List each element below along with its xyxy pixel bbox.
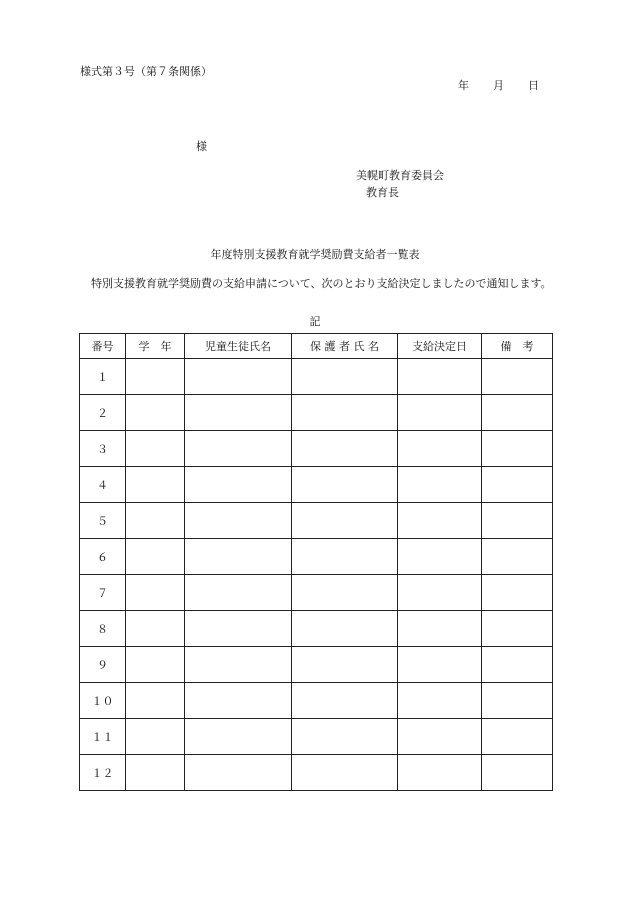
guardian-name-cell xyxy=(292,467,398,503)
remarks-cell xyxy=(482,539,553,575)
decision-date-cell xyxy=(398,755,482,791)
row-number: ９ xyxy=(80,647,126,683)
decision-date-cell xyxy=(398,575,482,611)
issuer-title: 教育長 xyxy=(366,186,399,199)
decision-date-cell xyxy=(398,395,482,431)
row-number: ３ xyxy=(80,431,126,467)
remarks-cell xyxy=(482,431,553,467)
guardian-name-cell xyxy=(292,647,398,683)
student-name-cell xyxy=(185,539,292,575)
student-name-cell xyxy=(185,431,292,467)
recipient-table xyxy=(79,333,553,791)
guardian-name-cell xyxy=(292,611,398,647)
table-row xyxy=(80,395,553,431)
row-number: １２ xyxy=(80,755,126,791)
remarks-cell xyxy=(482,683,553,719)
remarks-cell xyxy=(482,395,553,431)
date-year-label: 年 xyxy=(458,79,469,92)
table-row xyxy=(80,539,553,575)
student-name-cell xyxy=(185,503,292,539)
ki-heading: 記 xyxy=(309,315,321,328)
table-row xyxy=(80,755,553,791)
date-day-label: 日 xyxy=(528,79,539,92)
document-title: 年度特別支援教育就学奨励費支給者一覧表 xyxy=(210,248,420,261)
table-row xyxy=(80,467,553,503)
guardian-name-cell xyxy=(292,395,398,431)
remarks-cell xyxy=(482,755,553,791)
grade-cell xyxy=(126,395,185,431)
remarks-cell xyxy=(482,611,553,647)
row-number: １１ xyxy=(80,719,126,755)
row-number: １０ xyxy=(80,683,126,719)
issuer-organization: 美幌町教育委員会 xyxy=(356,169,444,182)
student-name-cell xyxy=(185,611,292,647)
grade-cell xyxy=(126,359,185,395)
table-row xyxy=(80,683,553,719)
grade-cell xyxy=(126,539,185,575)
student-name-cell xyxy=(185,359,292,395)
decision-date-cell xyxy=(398,467,482,503)
student-name-cell xyxy=(185,575,292,611)
addressee-suffix: 様 xyxy=(196,140,207,153)
table-row xyxy=(80,503,553,539)
guardian-name-cell xyxy=(292,539,398,575)
decision-date-cell xyxy=(398,647,482,683)
guardian-name-cell xyxy=(292,431,398,467)
row-number: ２ xyxy=(80,395,126,431)
date-month-label: 月 xyxy=(493,79,504,92)
table-row xyxy=(80,647,553,683)
row-number: １ xyxy=(80,359,126,395)
header-number: 番号 xyxy=(80,334,126,359)
guardian-name-cell xyxy=(292,683,398,719)
table-row xyxy=(80,431,553,467)
grade-cell xyxy=(126,575,185,611)
student-name-cell xyxy=(185,683,292,719)
header-student-name: 児童生徒氏名 xyxy=(185,334,292,359)
guardian-name-cell xyxy=(292,359,398,395)
row-number: ４ xyxy=(80,467,126,503)
decision-date-cell xyxy=(398,683,482,719)
decision-date-cell xyxy=(398,539,482,575)
decision-date-cell xyxy=(398,359,482,395)
remarks-cell xyxy=(482,359,553,395)
table-row xyxy=(80,575,553,611)
row-number: ７ xyxy=(80,575,126,611)
row-number: ８ xyxy=(80,611,126,647)
grade-cell xyxy=(126,431,185,467)
decision-date-cell xyxy=(398,503,482,539)
remarks-cell xyxy=(482,647,553,683)
table-body xyxy=(80,359,553,791)
notification-text: 特別支援教育就学奨励費の支給申請について、次のとおり支給決定しましたので通知します。 xyxy=(91,277,552,290)
table-row xyxy=(80,359,553,395)
header-decision-date: 支給決定日 xyxy=(398,334,482,359)
header-remarks: 備 考 xyxy=(482,334,553,359)
remarks-cell xyxy=(482,467,553,503)
table-row xyxy=(80,719,553,755)
student-name-cell xyxy=(185,647,292,683)
table-header-row xyxy=(80,334,553,359)
guardian-name-cell xyxy=(292,575,398,611)
guardian-name-cell xyxy=(292,719,398,755)
grade-cell xyxy=(126,683,185,719)
remarks-cell xyxy=(482,575,553,611)
student-name-cell xyxy=(185,395,292,431)
grade-cell xyxy=(126,647,185,683)
date-line xyxy=(458,80,539,91)
student-name-cell xyxy=(185,467,292,503)
header-grade: 学 年 xyxy=(126,334,185,359)
remarks-cell xyxy=(482,503,553,539)
row-number: ６ xyxy=(80,539,126,575)
decision-date-cell xyxy=(398,611,482,647)
grade-cell xyxy=(126,467,185,503)
remarks-cell xyxy=(482,719,553,755)
decision-date-cell xyxy=(398,719,482,755)
grade-cell xyxy=(126,503,185,539)
grade-cell xyxy=(126,755,185,791)
header-guardian-name: 保 護 者 氏 名 xyxy=(292,334,398,359)
decision-date-cell xyxy=(398,431,482,467)
student-name-cell xyxy=(185,719,292,755)
grade-cell xyxy=(126,611,185,647)
grade-cell xyxy=(126,719,185,755)
table-row xyxy=(80,611,553,647)
form-number: 様式第３号（第７条関係） xyxy=(80,65,212,78)
row-number: ５ xyxy=(80,503,126,539)
student-name-cell xyxy=(185,755,292,791)
guardian-name-cell xyxy=(292,755,398,791)
guardian-name-cell xyxy=(292,503,398,539)
